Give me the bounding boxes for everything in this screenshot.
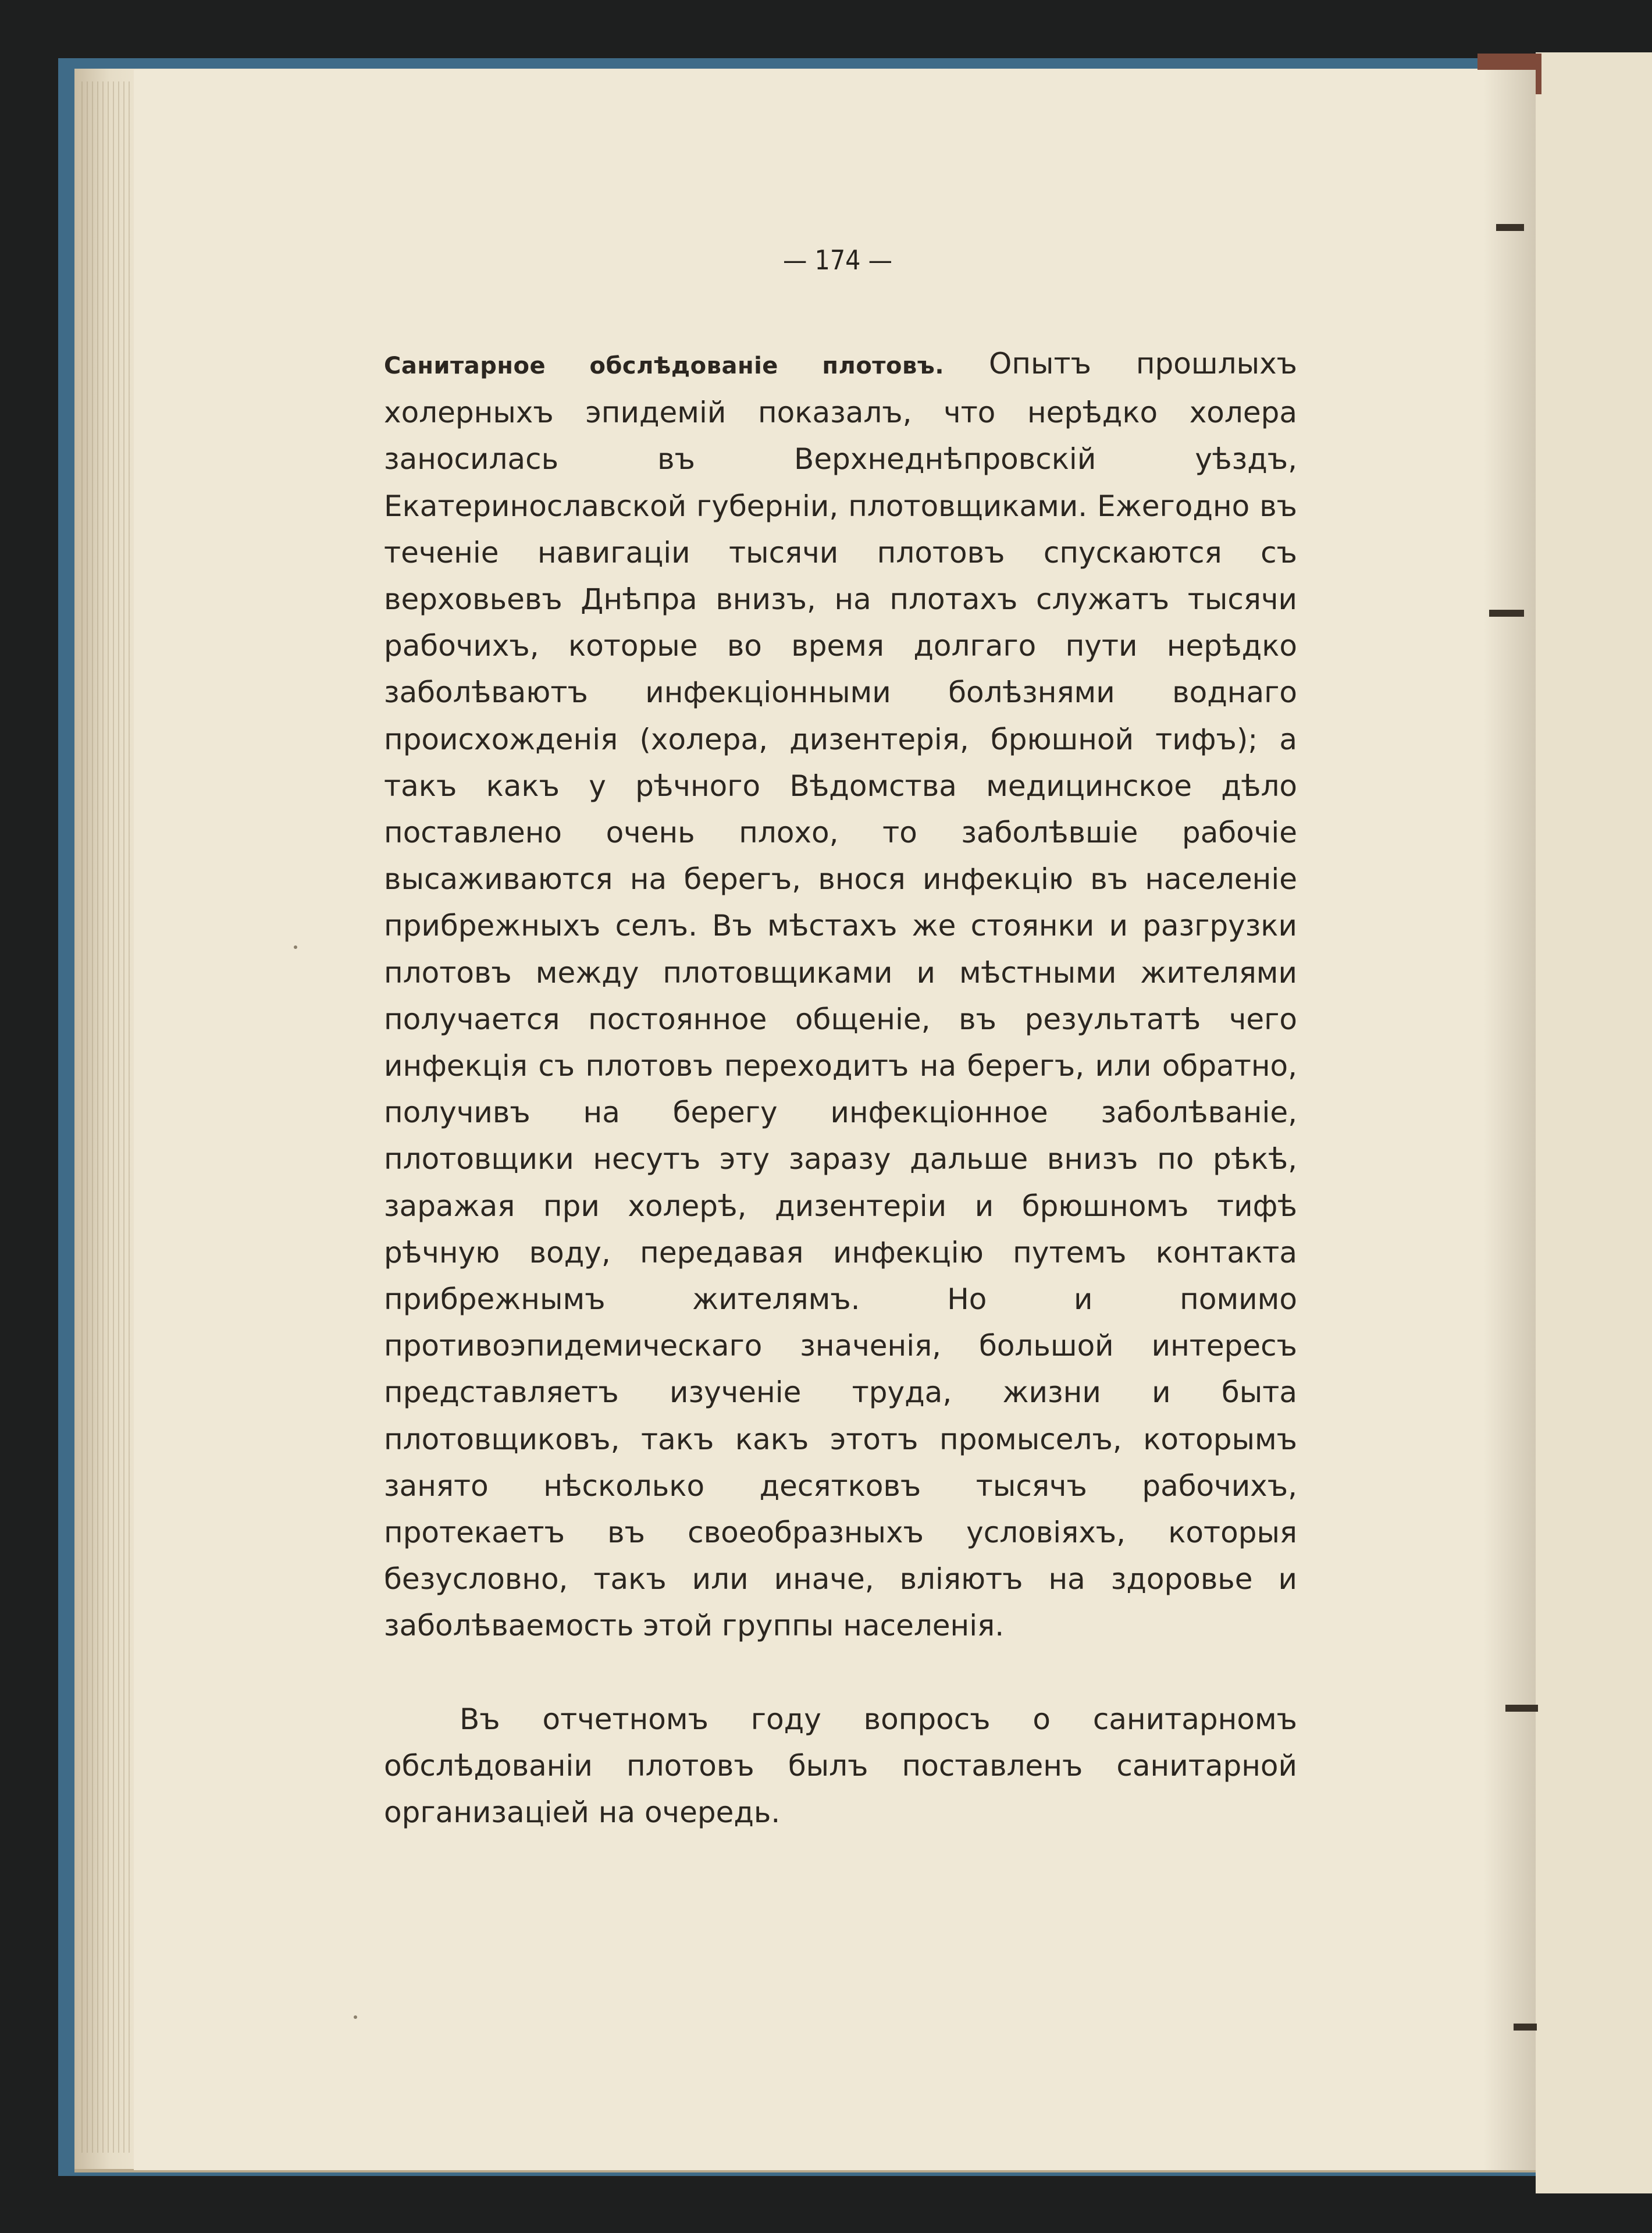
paragraph [384,340,1297,1649]
paragraph-text: Опытъ прошлыхъ холерныхъ эпидемій показалъ, что нерѣдко холера заносилась въ Верхнеднѣпровскій уѣздъ, Екатеринославской губерніи, плотовщиками. Ежегодно въ теченіе навигаціи тысячи плотовъ спускаются съ верховьевъ Днѣпра внизъ, на плотахъ служатъ тысячи рабочихъ, которые во время долгаго пути нерѣдко заболѣваютъ инфекціонными болѣзнями воднаго происхожденія (холера, дизентерія, брюшной тифъ); а такъ какъ у рѣчного Вѣдомства медицинское дѣло поставлено очень плохо, то заболѣвшіе рабочіе высаживаются на берегъ, внося инфекцію въ населеніе прибрежныхъ селъ. Въ мѣстахъ же стоянки и разгрузки плотовъ между плотовщиками и мѣстными жителями получается постоянное общеніе, въ результатѣ чего инфекція съ плотовъ переходитъ на берегъ, или обратно, получивъ на берегу инфекціонное заболѣваніе, плотовщики несутъ эту заразу дальше внизъ по рѣкѣ, заражая при холерѣ, дизентеріи и брюшномъ тифѣ рѣчную воду, передавая инфекцію путемъ контакта прибрежнымъ жителямъ. Но и помимо противоэпидемическаго значенія, большой интересъ представляетъ изученіе труда, жизни и быта плотовщиковъ, такъ какъ этотъ промыселъ, которымъ занято нѣсколько десятковъ тысячъ рабочихъ, протекаетъ въ своеобразныхъ условіяхъ, которыя безусловно, такъ или иначе, вліяютъ на здоровье и заболѣваемость этой группы населенія. [384,347,1297,1643]
binding-margin [1536,52,1652,2193]
paper-speck [354,2015,357,2019]
paragraph-text: Въ отчетномъ году вопросъ о санитарномъ обслѣдованіи плотовъ былъ поставленъ санитарной организаціей на очередь. [384,1702,1297,1830]
page-number: — 174 — [782,244,893,276]
page-edges [81,81,134,2153]
binding-thread-mark [1489,610,1524,617]
binding-thread-mark [1514,2024,1537,2031]
page-text [384,340,1297,1836]
section-heading: Санитарное обслѣдованіе плотовъ. [384,353,945,379]
binding-thread-mark [1505,1705,1538,1712]
paper-speck [294,945,297,949]
gutter-shadow [1483,70,1536,2170]
paragraph [384,1696,1297,1836]
binding-thread-mark [1496,224,1524,231]
